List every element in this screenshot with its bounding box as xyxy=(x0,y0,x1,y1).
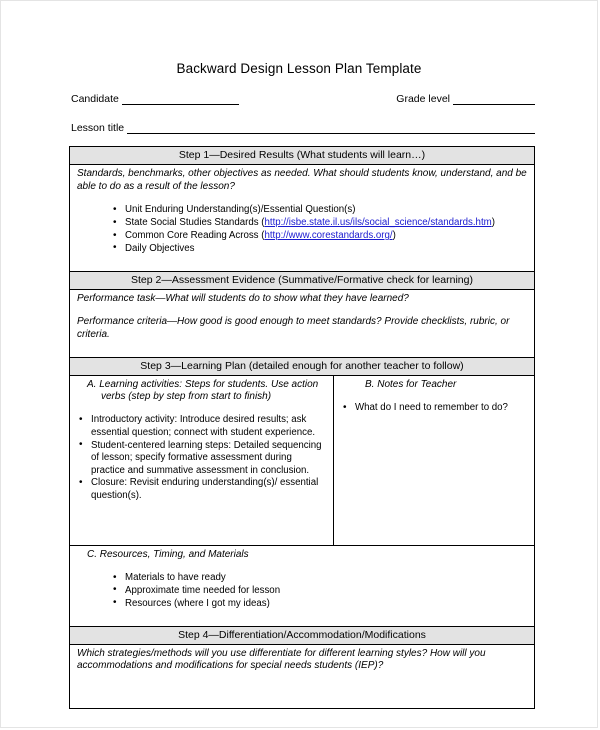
list-item xyxy=(111,230,528,242)
table-row-step4-header xyxy=(70,626,535,644)
table-row-step3-columns xyxy=(70,375,535,545)
lesson-title-row xyxy=(1,122,597,134)
step1-bullet-2-suffix: ) xyxy=(392,230,396,241)
step3-col-b-heading: B. Notes for Teacher xyxy=(365,378,457,390)
step1-body xyxy=(70,165,535,272)
step4-prompt: Which strategies/methods will you use differentiate for different learning styles? How will you accommodations and modifications for special needs students (IEP)? xyxy=(77,647,486,672)
table-row-step1-header xyxy=(70,147,535,165)
list-item: • Materials to have ready xyxy=(111,572,528,584)
step3-column-a xyxy=(70,375,334,545)
table-row-step2-header xyxy=(70,271,535,289)
common-core-link[interactable]: http://www.corestandards.org/ xyxy=(264,230,393,241)
grade-level-label: Grade level xyxy=(396,93,450,105)
page-title: Backward Design Lesson Plan Template xyxy=(176,61,422,76)
table-row-step3-header xyxy=(70,357,535,375)
step3-col-a-bullets xyxy=(77,414,327,502)
list-item: • Closure: Revisit enduring understanding(s)/ essential question(s). xyxy=(77,477,327,502)
step3-section-c-gap-bottom xyxy=(77,611,528,622)
candidate-label: Candidate xyxy=(71,93,119,105)
step1-gap-bottom xyxy=(77,256,528,267)
step3-col-b-bullets xyxy=(341,402,528,414)
step3-col-a-heading: A. Learning activities: Steps for students. Use action verbs (step by step from start to finish) xyxy=(87,378,319,402)
step2-gap-bottom xyxy=(77,342,528,353)
step3-section-c xyxy=(70,545,535,626)
step1-bullet-1-prefix: State Social Studies Standards ( xyxy=(125,217,265,229)
list-item: • Introductory activity: Introduce desired results; ask essential question; connect with student experience. xyxy=(77,414,327,439)
list-item: • Student-centered learning steps: Detailed sequencing of lesson; specify formative assessment during practice and summative assessment in conclusion. xyxy=(77,440,327,477)
table-row-step4-body xyxy=(70,644,535,708)
list-item xyxy=(111,204,528,216)
step1-gap xyxy=(77,193,528,204)
lesson-plan-table xyxy=(69,146,535,709)
list-item: • Resources (where I got my ideas) xyxy=(111,598,528,610)
step2-body xyxy=(70,289,535,357)
step1-header: Step 1—Desired Results (What students will learn…) xyxy=(70,147,535,165)
step2-header: Step 2—Assessment Evidence (Summative/Formative check for learning) xyxy=(70,271,535,289)
step1-bullet-2-prefix: Common Core Reading Across ( xyxy=(125,230,265,241)
step3-header: Step 3—Learning Plan (detailed enough for another teacher to follow) xyxy=(70,357,535,375)
grade-level-input[interactable] xyxy=(453,94,535,105)
step3-column-b xyxy=(334,375,535,545)
step1-bullet-0-text: Unit Enduring Understanding(s)/Essential Question(s) xyxy=(125,204,356,216)
step4-body xyxy=(70,644,535,708)
step2-gap xyxy=(77,305,528,316)
step3-section-c-bullets xyxy=(111,572,528,610)
step1-intro: Standards, benchmarks, other objectives as needed. What should students know, understand, and be able to do as a result of the lesson? xyxy=(77,168,527,192)
step4-header: Step 4—Differentiation/Accommodation/Modifications xyxy=(70,626,535,644)
lesson-title-input[interactable] xyxy=(127,123,535,134)
list-item: • What do I need to remember to do? xyxy=(341,402,528,414)
step3-col-b-gap xyxy=(341,391,528,402)
table-row-step2-body xyxy=(70,289,535,357)
candidate-input[interactable] xyxy=(122,94,239,105)
table-row-step3-section-c xyxy=(70,545,535,626)
step2-performance-criteria: Performance criteria—How good is good enough to meet standards? Provide checklists, rubric, or criteria. xyxy=(77,316,510,340)
step1-bullet-list xyxy=(111,204,528,255)
step3-section-c-heading: C. Resources, Timing, and Materials xyxy=(87,548,249,560)
step3-section-c-gap xyxy=(77,561,528,572)
candidate-grade-row xyxy=(1,93,597,105)
table-row-step1-body xyxy=(70,165,535,272)
list-item xyxy=(111,243,528,255)
list-item: • Approximate time needed for lesson xyxy=(111,585,528,597)
state-standards-link[interactable]: http://isbe.state.il.us/ils/social_science/standards.htm xyxy=(264,217,492,229)
list-item xyxy=(111,217,528,229)
step1-bullet-1-suffix: ) xyxy=(491,217,495,229)
step3-col-a-gap xyxy=(77,403,327,414)
step2-performance-task: Performance task—What will students do to show what they have learned? xyxy=(77,292,409,304)
step1-bullet-3-text: Daily Objectives xyxy=(125,242,195,254)
lesson-title-label: Lesson title xyxy=(71,122,125,134)
